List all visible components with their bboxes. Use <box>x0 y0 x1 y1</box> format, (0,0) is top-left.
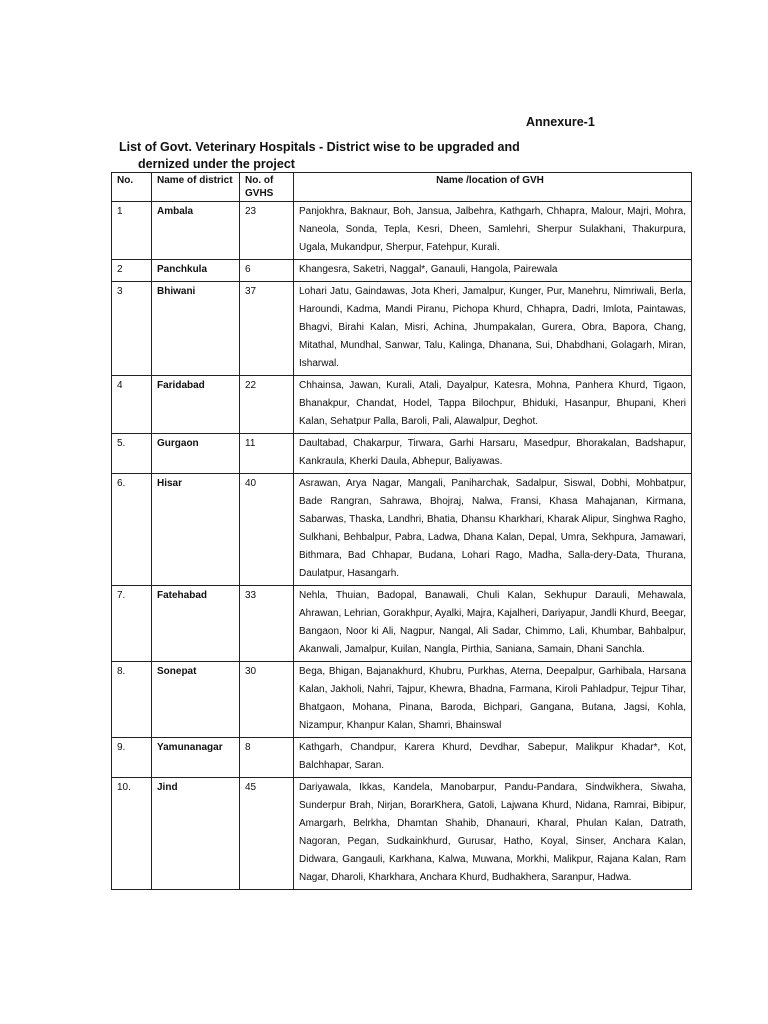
row-district: Fatehabad <box>152 586 240 662</box>
row-district: Yamunanagar <box>152 738 240 778</box>
row-district: Sonepat <box>152 662 240 738</box>
table-row <box>112 474 692 586</box>
table-header-row <box>112 173 692 202</box>
table-row <box>112 202 692 260</box>
table-row <box>112 586 692 662</box>
title-line-1: List of Govt. Veterinary Hospitals - District wise to be upgraded and <box>119 140 520 154</box>
table-row <box>112 738 692 778</box>
hospitals-table <box>111 172 692 890</box>
row-count: 8 <box>240 738 294 778</box>
row-locations: Khangesra, Saketri, Naggal*, Ganauli, Hangola, Pairewala <box>294 260 692 282</box>
annexure-label: Annexure-1 <box>526 115 595 129</box>
row-count: 22 <box>240 376 294 434</box>
header-no: No. <box>112 173 152 202</box>
title-line-2: dernized under the project <box>138 157 295 171</box>
row-no: 5. <box>112 434 152 474</box>
row-locations: Chhainsa, Jawan, Kurali, Atali, Dayalpur, Katesra, Mohna, Panhera Khurd, Tigaon, Bhanakpur, Chandat, Hodel, Tappa Bilochpur, Bhiduki, Hasanpur, Bhupani, Kheri Kalan, Sehatpur Palla, Baroli, Pali, Alawalpur, Deghot. <box>294 376 692 434</box>
header-location: Name /location of GVH <box>294 173 692 202</box>
row-locations: Asrawan, Arya Nagar, Mangali, Paniharchak, Sadalpur, Siswal, Dobhi, Mohbatpur, Bade Rangran, Sahrawa, Bhojraj, Nalwa, Fransi, Khasa Mahajanan, Kirmana, Sabarwas, Thaska, Landhri, Bhatia, Dhansu Kharkhari, Kharak Alipur, Singhwa Ragho, Sulkhani, Behbalpur, Pabra, Ladwa, Dhana Kalan, Depal, Umra, Sekhpura, Jamawari, Bithmara, Bad Chhapar, Budana, Lohari Rago, Madha, Salla-dery-Data, Thurana, Daulatpur, Hasangarh. <box>294 474 692 586</box>
row-no: 8. <box>112 662 152 738</box>
row-no: 3 <box>112 282 152 376</box>
row-count: 33 <box>240 586 294 662</box>
row-no: 4 <box>112 376 152 434</box>
row-locations: Daultabad, Chakarpur, Tirwara, Garhi Harsaru, Masedpur, Bhorakalan, Badshapur, Kankraula, Kherki Daula, Abhepur, Baliyawas. <box>294 434 692 474</box>
row-district: Bhiwani <box>152 282 240 376</box>
row-no: 1 <box>112 202 152 260</box>
row-count: 45 <box>240 778 294 890</box>
row-locations: Kathgarh, Chandpur, Karera Khurd, Devdhar, Sabepur, Malikpur Khadar*, Kot, Balchhapar, Saran. <box>294 738 692 778</box>
row-count: 40 <box>240 474 294 586</box>
row-locations: Bega, Bhigan, Bajanakhurd, Khubru, Purkhas, Aterna, Deepalpur, Garhibala, Harsana Kalan, Jakholi, Nahri, Tajpur, Khewra, Bhadna, Farmana, Kiroli Pahladpur, Tejpur Tihar, Bhatgaon, Mohana, Pinana, Baroda, Bichpari, Gangana, Butana, Jagsi, Kohla, Nizampur, Khanpur Kalan, Shamri, Bhainswal <box>294 662 692 738</box>
row-count: 6 <box>240 260 294 282</box>
row-district: Jind <box>152 778 240 890</box>
header-district: Name of district <box>152 173 240 202</box>
row-district: Ambala <box>152 202 240 260</box>
table-row <box>112 778 692 890</box>
row-locations: Lohari Jatu, Gaindawas, Jota Kheri, Jamalpur, Kunger, Pur, Manehru, Nimriwali, Berla, Haroundi, Kadma, Mandi Piranu, Pichopa Khurd, Chhapra, Dadri, Imlota, Paintawas, Bhagvi, Birahi Kalan, Misri, Achina, Jhumpakalan, Gurera, Obra, Bapora, Chang, Mitathal, Mundhal, Sanwar, Talu, Kalinga, Dhanana, Sui, Dhabdhani, Golagarh, Miran, Isharwal. <box>294 282 692 376</box>
row-count: 30 <box>240 662 294 738</box>
table-row <box>112 260 692 282</box>
row-no: 2 <box>112 260 152 282</box>
table-row <box>112 662 692 738</box>
row-count: 11 <box>240 434 294 474</box>
row-district: Gurgaon <box>152 434 240 474</box>
row-locations: Panjokhra, Baknaur, Boh, Jansua, Jalbehra, Kathgarh, Chhapra, Malour, Majri, Mohra, Naneola, Sonda, Tepla, Kesri, Dheen, Samlehri, Sherpur Sulakhani, Thakurpura, Ugala, Mukandpur, Sherpur, Fatehpur, Kurali. <box>294 202 692 260</box>
row-no: 9. <box>112 738 152 778</box>
row-district: Panchkula <box>152 260 240 282</box>
table-row <box>112 434 692 474</box>
row-district: Faridabad <box>152 376 240 434</box>
document-title <box>119 139 619 173</box>
row-count: 23 <box>240 202 294 260</box>
header-gvhs: No. of GVHS <box>240 173 294 202</box>
row-locations: Dariyawala, Ikkas, Kandela, Manobarpur, Pandu-Pandara, Sindwikhera, Siwaha, Sunderpur Brah, Nirjan, BorarKhera, Gatoli, Lajwana Khurd, Nidana, Ramrai, Bibipur, Amargarh, Belrkha, Dhamtan Shahib, Dhanauri, Kharal, Phulan Kalan, Datrath, Nagoran, Pegan, Sudkainkhurd, Gurusar, Hatho, Koyal, Sinser, Anchara Kalan, Didwara, Gangauli, Karkhana, Kalwa, Muwana, Morkhi, Malikpur, Rajana Kalan, Ram Nagar, Dharoli, Kharkhara, Anchara Khurd, Budhakhera, Saranpur, Hadwa. <box>294 778 692 890</box>
row-locations: Nehla, Thuian, Badopal, Banawali, Chuli Kalan, Sekhupur Darauli, Mehawala, Ahrawan, Lehrian, Gorakhpur, Ayalki, Majra, Kajalheri, Dariyapur, Jandli Khurd, Beegar, Bangaon, Noor ki Ali, Nagpur, Nangal, Ali Sadar, Chimmo, Lali, Khumbar, Bahbalpur, Akanwali, Jamalpur, Kuilan, Nangla, Pirthia, Saniana, Samain, Dhani Sanchla. <box>294 586 692 662</box>
table-row <box>112 376 692 434</box>
row-no: 6. <box>112 474 152 586</box>
table-row <box>112 282 692 376</box>
row-no: 7. <box>112 586 152 662</box>
row-no: 10. <box>112 778 152 890</box>
row-district: Hisar <box>152 474 240 586</box>
row-count: 37 <box>240 282 294 376</box>
